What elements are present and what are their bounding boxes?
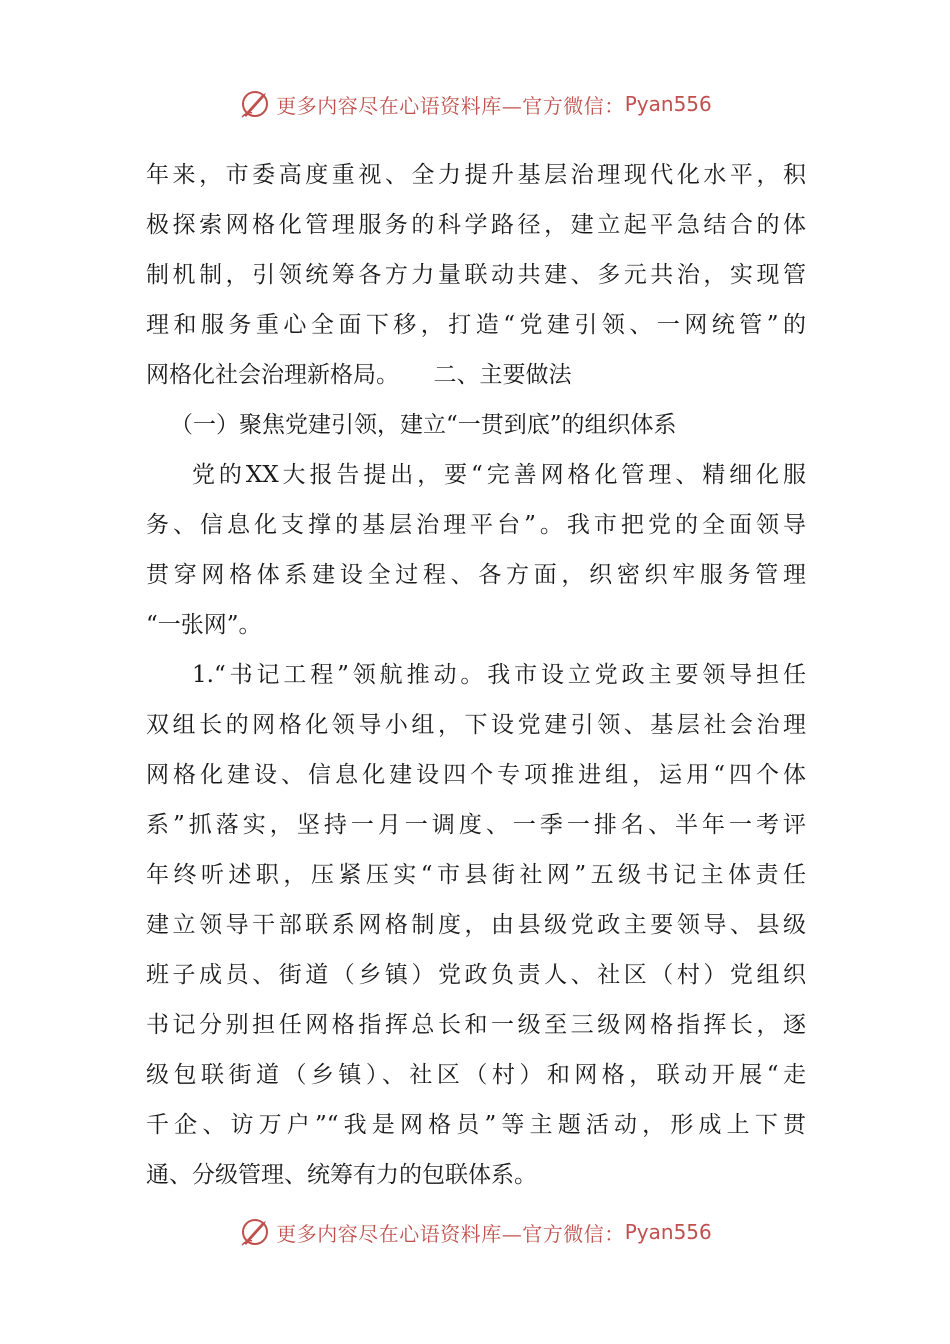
body-line: 理和服务重心全面下移，打造“党建引领、一网统管”的 — [146, 312, 806, 338]
body-line: 网格化建设、信息化建设四个专项推进组，运用“四个体 — [146, 762, 806, 788]
header-watermark — [0, 84, 950, 124]
subsection-heading: （一）聚焦党建引领，建立“一贯到底”的组织体系 — [170, 412, 677, 438]
body-line: 1.“书记工程”领航推动。我市设立党政主要领导担任 — [192, 662, 806, 688]
body-line: 双组长的网格化领导小组，下设党建引领、基层社会治理 — [146, 712, 806, 738]
body-line: 班子成员、街道（乡镇）党政负责人、社区（村）党组织 — [146, 962, 806, 988]
body-line: “一张网”。 — [146, 612, 262, 638]
watermark-text: 更多内容尽在心语资料库—官方微信： — [276, 1221, 625, 1246]
watermark-handle: Pyan556 — [624, 92, 712, 116]
quill-pen-logo-icon — [238, 87, 272, 121]
body-line: 制机制，引领统筹各方力量联动共建、多元共治，实现管 — [146, 262, 806, 288]
footer-watermark — [0, 1212, 950, 1252]
body-line: 务、信息化支撑的基层治理平台”。我市把党的全面领导 — [146, 512, 806, 538]
body-line: 党的XX大报告提出，要“完善网格化管理、精细化服 — [192, 462, 806, 488]
body-line: 年终听述职，压紧压实“市县街社网”五级书记主体责任 — [146, 862, 806, 888]
watermark-handle: Pyan556 — [624, 1220, 712, 1244]
section-heading-line: 网格化社会治理新格局。 二、主要做法 — [146, 362, 572, 388]
body-line: 年来，市委高度重视、全力提升基层治理现代化水平，积 — [146, 162, 806, 188]
body-line: 千企、访万户”“我是网格员”等主题活动，形成上下贯 — [146, 1112, 806, 1138]
body-line: 贯穿网格体系建设全过程、各方面，织密织牢服务管理 — [146, 562, 806, 588]
body-line: 级包联街道（乡镇）、社区（村）和网格，联动开展“走 — [146, 1062, 806, 1088]
body-line: 系”抓落实，坚持一月一调度、一季一排名、半年一考评 — [146, 812, 806, 838]
body-line: 建立领导干部联系网格制度，由县级党政主要领导、县级 — [146, 912, 806, 938]
watermark-text: 更多内容尽在心语资料库—官方微信： — [276, 93, 625, 118]
body-line: 极探索网格化管理服务的科学路径，建立起平急结合的体 — [146, 212, 806, 238]
body-line: 通、分级管理、统筹有力的包联体系。 — [146, 1162, 537, 1188]
body-line: 书记分别担任网格指挥总长和一级至三级网格指挥长，逐 — [146, 1012, 806, 1038]
document-body — [146, 150, 806, 1200]
quill-pen-logo-icon — [238, 1215, 272, 1249]
